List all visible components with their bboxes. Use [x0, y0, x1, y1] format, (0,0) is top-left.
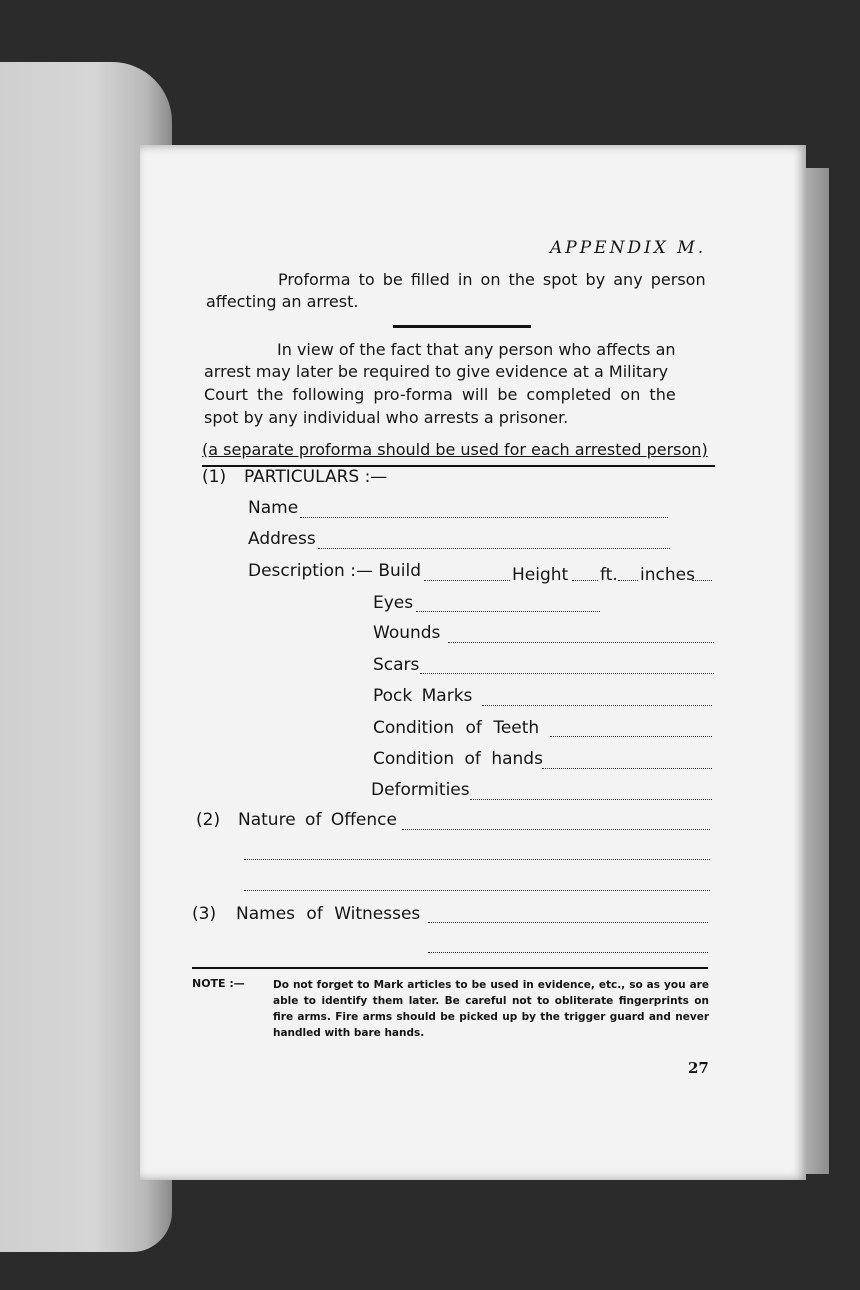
teeth-label: Condition of Teeth	[373, 718, 540, 738]
height-label: Height	[512, 565, 569, 585]
hands-label: Condition of hands	[373, 749, 543, 769]
offence-line-2[interactable]	[244, 859, 710, 860]
appendix-title: APPENDIX M.	[550, 238, 707, 258]
section-1-title: PARTICULARS :—	[244, 467, 388, 487]
inches-line[interactable]	[692, 580, 712, 581]
teeth-line[interactable]	[550, 736, 712, 737]
body-line-3: Court the following pro-forma will be completed on the	[204, 385, 676, 404]
section-2-number: (2)	[196, 810, 221, 830]
scars-label: Scars	[373, 655, 420, 675]
eyes-label: Eyes	[373, 593, 414, 613]
book-page	[140, 145, 806, 1180]
offence-line-1[interactable]	[402, 829, 710, 830]
witnesses-line-1[interactable]	[428, 922, 708, 923]
offence-line-3[interactable]	[244, 890, 710, 891]
wounds-label: Wounds	[373, 623, 441, 643]
note-rule	[192, 967, 708, 969]
body-line-4: spot by any individual who arrests a prisoner.	[204, 408, 569, 427]
description-build-label: Description :— Build	[248, 561, 422, 581]
section-3-title: Names of Witnesses	[236, 904, 421, 924]
note-label: NOTE :—	[192, 977, 245, 990]
separate-proforma-note: (a separate proforma should be used for each arrested person)	[202, 440, 708, 459]
body-line-2: arrest may later be required to give evidence at a Military	[204, 362, 669, 381]
hands-line[interactable]	[542, 768, 712, 769]
note-text: Do not forget to Mark articles to be used in evidence, etc., so as you are able to identify them later. Be careful not to obliterate fingerprints on fire arms. Fire arms should be picked up by the trigger guard and never handled with bare hands.	[273, 979, 709, 1039]
section-1-number: (1)	[202, 467, 227, 487]
eyes-line[interactable]	[416, 611, 600, 612]
page-number: 27	[688, 1059, 709, 1077]
height-ft-line[interactable]	[572, 580, 598, 581]
scars-line[interactable]	[420, 673, 714, 674]
build-line[interactable]	[424, 580, 510, 581]
intro-line-2: affecting an arrest.	[206, 292, 359, 311]
intro-line-1: Proforma to be filled in on the spot by any person	[278, 270, 706, 289]
inches-label: inches	[640, 565, 695, 585]
ft-label: ft.	[600, 565, 618, 585]
deformities-line[interactable]	[470, 799, 712, 800]
body-line-1: In view of the fact that any person who affects an	[277, 340, 676, 359]
short-divider	[393, 325, 531, 328]
wounds-line[interactable]	[448, 642, 714, 643]
address-line[interactable]	[318, 548, 670, 549]
name-label: Name	[248, 498, 299, 518]
height-inches-line[interactable]	[618, 580, 638, 581]
address-label: Address	[248, 529, 316, 549]
section-3-number: (3)	[192, 904, 217, 924]
pock-marks-label: Pock Marks	[373, 686, 473, 706]
witnesses-line-2[interactable]	[428, 952, 708, 953]
section-2-title: Nature of Offence	[238, 810, 397, 830]
deformities-label: Deformities	[371, 780, 470, 800]
pock-marks-line[interactable]	[482, 705, 712, 706]
name-line[interactable]	[300, 517, 668, 518]
